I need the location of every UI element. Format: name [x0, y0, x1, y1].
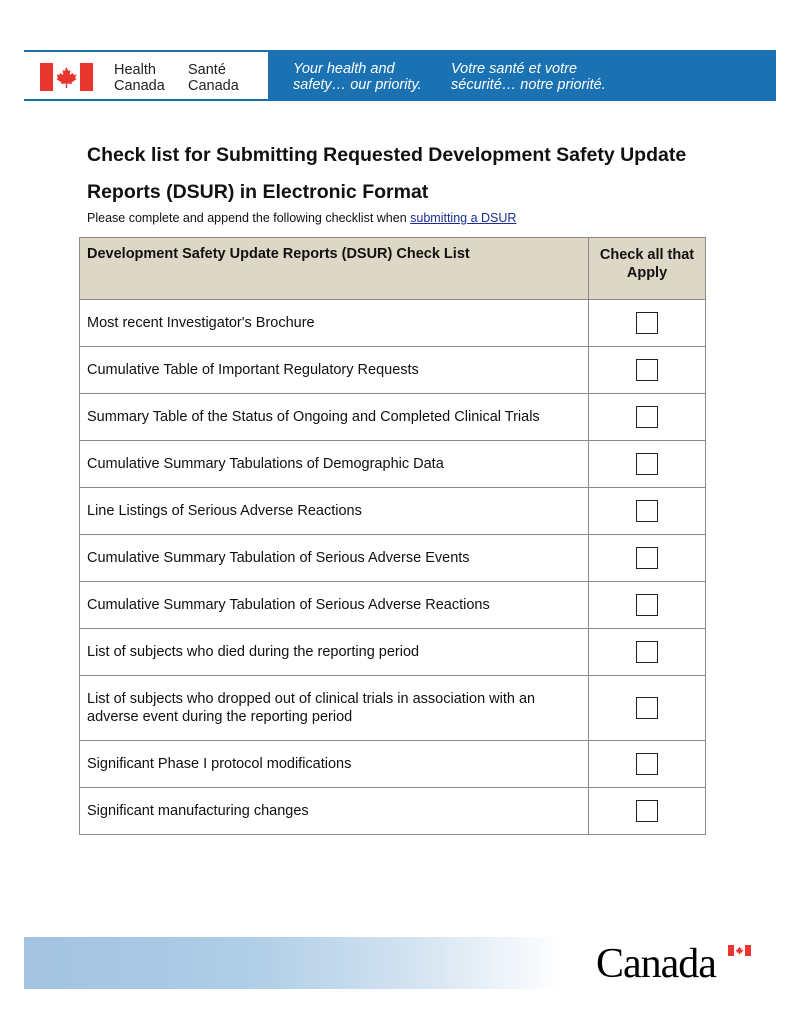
- slogan-en: [293, 61, 422, 93]
- footer-gradient-bar: [24, 937, 564, 989]
- checkbox[interactable]: [636, 547, 658, 569]
- checkbox[interactable]: [636, 406, 658, 428]
- table-row: [80, 347, 706, 394]
- document-title: Check list for Submitting Requested Development Safety Update Reports (DSUR) in Electronic Format: [87, 144, 687, 203]
- table-row: [80, 582, 706, 629]
- table-row: [80, 441, 706, 488]
- checkbox[interactable]: [636, 312, 658, 334]
- banner-rule-bottom: [24, 99, 268, 101]
- checkbox-cell: [589, 441, 706, 488]
- checklist-item-label: Line Listings of Serious Adverse Reactions: [80, 488, 589, 535]
- checkbox-cell: [589, 535, 706, 582]
- table-row: [80, 741, 706, 788]
- checklist-item-label: Cumulative Summary Tabulations of Demographic Data: [80, 441, 589, 488]
- table-header-row: [80, 238, 706, 300]
- checklist-item-label: Significant Phase I protocol modifications: [80, 741, 589, 788]
- checkbox[interactable]: [636, 594, 658, 616]
- checkbox[interactable]: [636, 800, 658, 822]
- checkbox[interactable]: [636, 453, 658, 475]
- table-row: [80, 535, 706, 582]
- checklist-item-label: List of subjects who dropped out of clinical trials in association with an adverse event during the reporting period: [80, 676, 589, 741]
- checkbox[interactable]: [636, 697, 658, 719]
- slogan-fr: [451, 61, 606, 93]
- checklist-item-label: Significant manufacturing changes: [80, 788, 589, 835]
- dsur-checklist-table: [79, 237, 706, 835]
- checklist-item-label: Cumulative Table of Important Regulatory Requests: [80, 347, 589, 394]
- checkbox[interactable]: [636, 500, 658, 522]
- department-line: Canada: [188, 78, 239, 94]
- header-banner: [24, 50, 776, 100]
- department-line: Santé: [188, 62, 226, 78]
- department-line: Canada: [114, 78, 165, 94]
- column-header-checklist: Development Safety Update Reports (DSUR) Check List: [80, 238, 589, 300]
- checkbox-cell: [589, 788, 706, 835]
- checkbox[interactable]: [636, 641, 658, 663]
- slogan-line: safety… our priority.: [293, 77, 422, 93]
- checkbox-cell: [589, 300, 706, 347]
- department-name-fr: [188, 62, 239, 94]
- banner-slogan-panel: [268, 50, 776, 101]
- banner-identity-panel: [24, 52, 268, 99]
- checkbox-cell: [589, 741, 706, 788]
- checkbox[interactable]: [636, 359, 658, 381]
- table-row: [80, 676, 706, 741]
- checklist-item-label: Most recent Investigator's Brochure: [80, 300, 589, 347]
- submitting-dsur-link[interactable]: submitting a DSUR: [410, 211, 517, 225]
- slogan-line: Your health and: [293, 61, 395, 77]
- checkbox-cell: [589, 582, 706, 629]
- checkbox-cell: [589, 394, 706, 441]
- checklist-item-label: Summary Table of the Status of Ongoing and Completed Clinical Trials: [80, 394, 589, 441]
- slogan-line: Votre santé et votre: [451, 61, 578, 77]
- table-row: [80, 394, 706, 441]
- table-row: [80, 300, 706, 347]
- checkbox[interactable]: [636, 753, 658, 775]
- intro-paragraph: [87, 211, 516, 225]
- column-header-check: Check all that Apply: [589, 238, 706, 300]
- checkbox-cell: [589, 347, 706, 394]
- intro-text: Please complete and append the following checklist when: [87, 211, 411, 225]
- department-name-en: [114, 62, 165, 94]
- department-line: Health: [114, 62, 156, 78]
- table-row: [80, 629, 706, 676]
- checklist-item-label: List of subjects who died during the reporting period: [80, 629, 589, 676]
- wordmark-flag-icon: [728, 945, 751, 956]
- table-row: [80, 488, 706, 535]
- checkbox-cell: [589, 629, 706, 676]
- checklist-item-label: Cumulative Summary Tabulation of Serious Adverse Events: [80, 535, 589, 582]
- table-row: [80, 788, 706, 835]
- checkbox-cell: [589, 488, 706, 535]
- canada-flag-icon: [40, 63, 93, 91]
- checkbox-cell: [589, 676, 706, 741]
- checklist-item-label: Cumulative Summary Tabulation of Serious Adverse Reactions: [80, 582, 589, 629]
- slogan-line: sécurité… notre priorité.: [451, 77, 606, 93]
- canada-wordmark: Canada: [596, 941, 716, 987]
